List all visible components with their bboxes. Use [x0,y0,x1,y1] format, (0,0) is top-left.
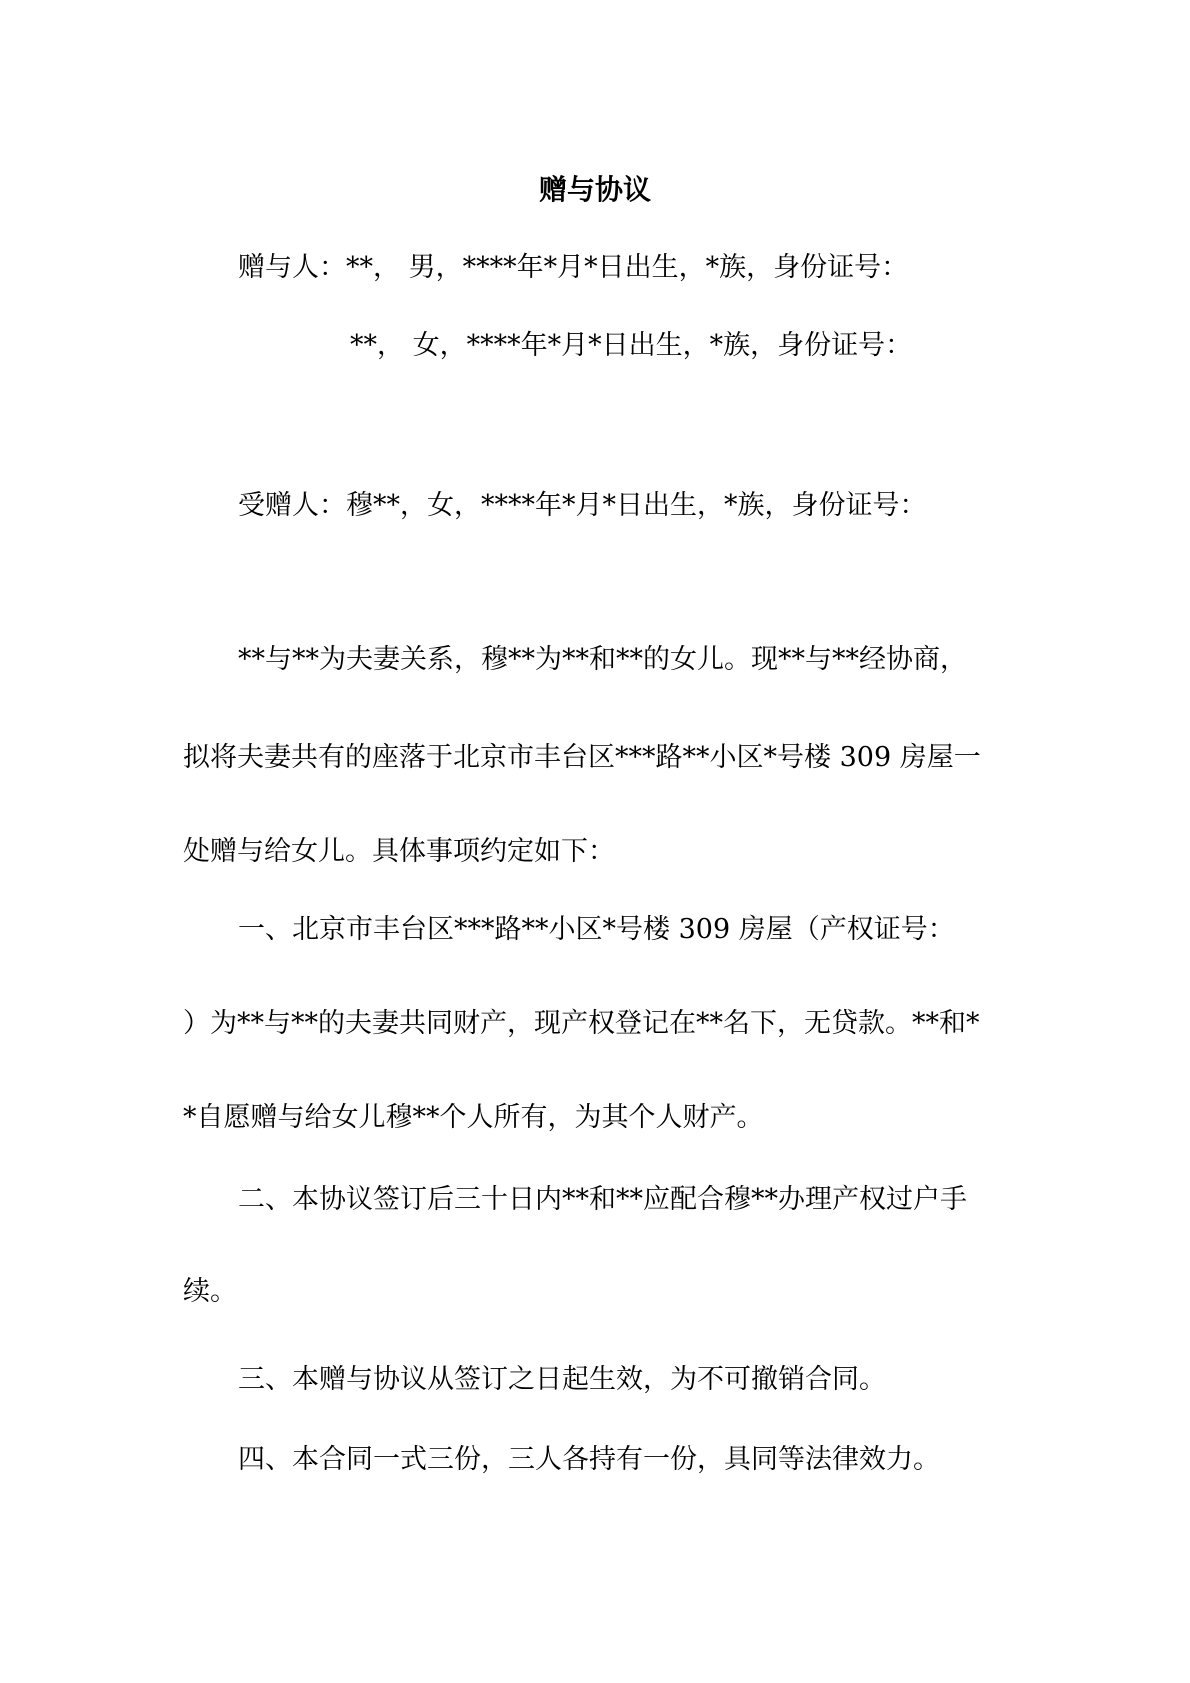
preamble-line-3: 处赠与给女儿。具体事项约定如下： [183,836,615,867]
clause-3: 三、本赠与协议从签订之日起生效，为不可撤销合同。 [238,1364,886,1395]
preamble-line-1: **与**为夫妻关系，穆**为**和**的女儿。现**与**经协商， [238,644,967,675]
clause-1-line-2: ）为**与**的夫妻共同财产，现产权登记在**名下，无贷款。**和* [183,1008,980,1039]
clause-2-line-1: 二、本协议签订后三十日内**和**应配合穆**办理产权过户手 [238,1184,967,1215]
clause-1-line-3: *自愿赠与给女儿穆**个人所有，为其个人财产。 [183,1102,764,1133]
preamble-line-2: 拟将夫妻共有的座落于北京市丰台区***路**小区*号楼 309 房屋一 [183,742,981,773]
donor-line-1: 赠与人：**， 男，****年*月*日出生，*族，身份证号： [238,252,909,283]
donor-line-2: **， 女，****年*月*日出生，*族，身份证号： [350,330,913,361]
clause-2-line-2: 续。 [183,1276,237,1307]
clause-1-line-1: 一、北京市丰台区***路**小区*号楼 309 房屋（产权证号： [238,914,955,945]
clause-4: 四、本合同一式三份，三人各持有一份，具同等法律效力。 [238,1444,940,1475]
document-title: 赠与协议 [538,173,651,206]
donee-line: 受赠人：穆**，女，****年*月*日出生，*族，身份证号： [238,490,927,521]
